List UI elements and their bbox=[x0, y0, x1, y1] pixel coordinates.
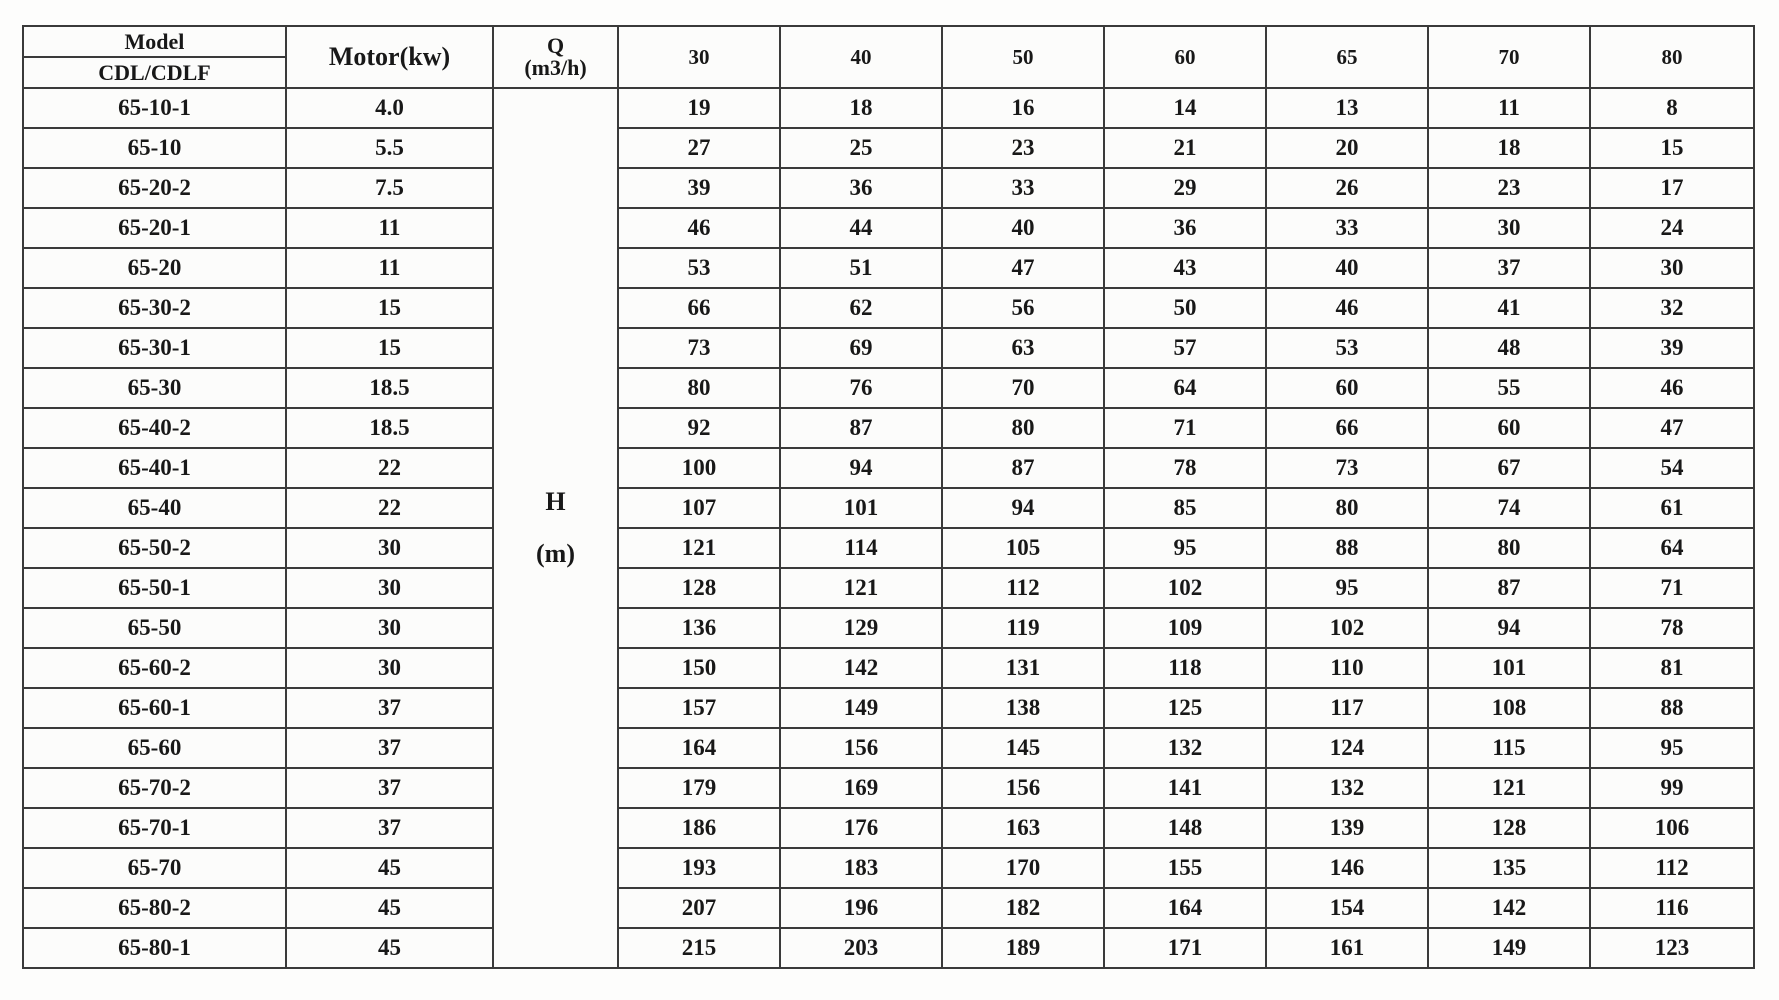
head-value-cell: 37 bbox=[1428, 248, 1590, 288]
head-value-cell: 73 bbox=[1266, 448, 1428, 488]
head-value-cell: 179 bbox=[618, 768, 780, 808]
head-value-cell: 100 bbox=[618, 448, 780, 488]
table-row bbox=[23, 208, 1754, 248]
head-value-cell: 101 bbox=[780, 488, 942, 528]
table-row bbox=[23, 848, 1754, 888]
head-value-cell: 186 bbox=[618, 808, 780, 848]
head-value-cell: 132 bbox=[1104, 728, 1266, 768]
table-row bbox=[23, 488, 1754, 528]
head-value-cell: 101 bbox=[1428, 648, 1590, 688]
head-value-cell: 139 bbox=[1266, 808, 1428, 848]
head-value-cell: 46 bbox=[1590, 368, 1754, 408]
head-value-cell: 142 bbox=[1428, 888, 1590, 928]
header-flow-40: 40 bbox=[780, 26, 942, 88]
model-cell: 65-40 bbox=[23, 488, 286, 528]
head-value-cell: 94 bbox=[942, 488, 1104, 528]
head-value-cell: 76 bbox=[780, 368, 942, 408]
head-value-cell: 95 bbox=[1266, 568, 1428, 608]
header-q-symbol: Q bbox=[546, 33, 565, 58]
model-cell: 65-20-2 bbox=[23, 168, 286, 208]
head-value-cell: 116 bbox=[1590, 888, 1754, 928]
head-value-cell: 36 bbox=[1104, 208, 1266, 248]
head-value-cell: 39 bbox=[618, 168, 780, 208]
head-value-cell: 149 bbox=[1428, 928, 1590, 968]
head-value-cell: 47 bbox=[1590, 408, 1754, 448]
table-row bbox=[23, 688, 1754, 728]
head-value-cell: 64 bbox=[1104, 368, 1266, 408]
motor-power-cell: 45 bbox=[286, 928, 493, 968]
head-value-cell: 193 bbox=[618, 848, 780, 888]
header-q-unit: (m3/h) bbox=[524, 55, 587, 80]
head-value-cell: 20 bbox=[1266, 128, 1428, 168]
head-value-cell: 131 bbox=[942, 648, 1104, 688]
head-value-cell: 80 bbox=[1428, 528, 1590, 568]
model-cell: 65-30-2 bbox=[23, 288, 286, 328]
motor-power-cell: 7.5 bbox=[286, 168, 493, 208]
head-value-cell: 154 bbox=[1266, 888, 1428, 928]
head-value-cell: 87 bbox=[780, 408, 942, 448]
head-value-cell: 87 bbox=[942, 448, 1104, 488]
table-row bbox=[23, 128, 1754, 168]
head-value-cell: 57 bbox=[1104, 328, 1266, 368]
head-value-cell: 109 bbox=[1104, 608, 1266, 648]
head-value-cell: 78 bbox=[1104, 448, 1266, 488]
motor-power-cell: 30 bbox=[286, 648, 493, 688]
table-row bbox=[23, 528, 1754, 568]
table-row bbox=[23, 568, 1754, 608]
header-row bbox=[23, 26, 1754, 88]
head-value-cell: 13 bbox=[1266, 88, 1428, 128]
head-value-cell: 128 bbox=[618, 568, 780, 608]
head-value-cell: 128 bbox=[1428, 808, 1590, 848]
head-value-cell: 110 bbox=[1266, 648, 1428, 688]
motor-power-cell: 30 bbox=[286, 608, 493, 648]
model-cell: 65-10-1 bbox=[23, 88, 286, 128]
head-value-cell: 67 bbox=[1428, 448, 1590, 488]
head-value-cell: 203 bbox=[780, 928, 942, 968]
head-value-cell: 15 bbox=[1590, 128, 1754, 168]
head-value-cell: 70 bbox=[942, 368, 1104, 408]
motor-power-cell: 30 bbox=[286, 568, 493, 608]
head-value-cell: 66 bbox=[1266, 408, 1428, 448]
motor-power-cell: 11 bbox=[286, 248, 493, 288]
table-row bbox=[23, 448, 1754, 488]
head-value-cell: 73 bbox=[618, 328, 780, 368]
table-row bbox=[23, 888, 1754, 928]
head-value-cell: 14 bbox=[1104, 88, 1266, 128]
motor-power-cell: 15 bbox=[286, 288, 493, 328]
header-model bbox=[23, 26, 286, 88]
head-value-cell: 117 bbox=[1266, 688, 1428, 728]
model-cell: 65-20 bbox=[23, 248, 286, 288]
head-value-cell: 33 bbox=[1266, 208, 1428, 248]
head-value-cell: 157 bbox=[618, 688, 780, 728]
model-cell: 65-50-2 bbox=[23, 528, 286, 568]
head-value-cell: 55 bbox=[1428, 368, 1590, 408]
head-value-cell: 114 bbox=[780, 528, 942, 568]
head-value-cell: 30 bbox=[1590, 248, 1754, 288]
model-cell: 65-30 bbox=[23, 368, 286, 408]
head-value-cell: 53 bbox=[1266, 328, 1428, 368]
head-value-cell: 118 bbox=[1104, 648, 1266, 688]
motor-power-cell: 37 bbox=[286, 768, 493, 808]
model-cell: 65-80-1 bbox=[23, 928, 286, 968]
table-row bbox=[23, 88, 1754, 128]
head-value-cell: 62 bbox=[780, 288, 942, 328]
head-value-cell: 112 bbox=[1590, 848, 1754, 888]
head-value-cell: 169 bbox=[780, 768, 942, 808]
head-value-cell: 47 bbox=[942, 248, 1104, 288]
head-value-cell: 124 bbox=[1266, 728, 1428, 768]
head-value-cell: 196 bbox=[780, 888, 942, 928]
header-model-line1: Model bbox=[24, 27, 285, 58]
header-flow-70: 70 bbox=[1428, 26, 1590, 88]
motor-power-cell: 18.5 bbox=[286, 368, 493, 408]
head-value-cell: 155 bbox=[1104, 848, 1266, 888]
head-value-cell: 115 bbox=[1428, 728, 1590, 768]
head-value-cell: 24 bbox=[1590, 208, 1754, 248]
head-value-cell: 78 bbox=[1590, 608, 1754, 648]
header-flow-30: 30 bbox=[618, 26, 780, 88]
head-value-cell: 80 bbox=[1266, 488, 1428, 528]
head-value-cell: 80 bbox=[942, 408, 1104, 448]
head-value-cell: 21 bbox=[1104, 128, 1266, 168]
head-value-cell: 182 bbox=[942, 888, 1104, 928]
table-row bbox=[23, 808, 1754, 848]
head-value-cell: 69 bbox=[780, 328, 942, 368]
table-row bbox=[23, 648, 1754, 688]
head-value-cell: 171 bbox=[1104, 928, 1266, 968]
head-value-cell: 64 bbox=[1590, 528, 1754, 568]
head-value-cell: 94 bbox=[1428, 608, 1590, 648]
head-value-cell: 27 bbox=[618, 128, 780, 168]
head-value-cell: 16 bbox=[942, 88, 1104, 128]
head-value-cell: 149 bbox=[780, 688, 942, 728]
head-value-cell: 108 bbox=[1428, 688, 1590, 728]
head-value-cell: 43 bbox=[1104, 248, 1266, 288]
head-value-cell: 51 bbox=[780, 248, 942, 288]
head-value-cell: 94 bbox=[780, 448, 942, 488]
head-value-cell: 156 bbox=[780, 728, 942, 768]
table-row bbox=[23, 408, 1754, 448]
head-value-cell: 80 bbox=[618, 368, 780, 408]
head-value-cell: 18 bbox=[780, 88, 942, 128]
head-value-cell: 11 bbox=[1428, 88, 1590, 128]
header-flow-50: 50 bbox=[942, 26, 1104, 88]
head-value-cell: 156 bbox=[942, 768, 1104, 808]
head-value-cell: 53 bbox=[618, 248, 780, 288]
head-value-cell: 106 bbox=[1590, 808, 1754, 848]
motor-power-cell: 22 bbox=[286, 488, 493, 528]
model-cell: 65-60 bbox=[23, 728, 286, 768]
header-model-line2: CDL/CDLF bbox=[98, 60, 211, 85]
head-value-cell: 119 bbox=[942, 608, 1104, 648]
head-value-cell: 163 bbox=[942, 808, 1104, 848]
head-value-cell: 138 bbox=[942, 688, 1104, 728]
motor-power-cell: 45 bbox=[286, 888, 493, 928]
header-flow-60: 60 bbox=[1104, 26, 1266, 88]
motor-power-cell: 11 bbox=[286, 208, 493, 248]
head-value-cell: 176 bbox=[780, 808, 942, 848]
head-value-cell: 121 bbox=[780, 568, 942, 608]
head-value-cell: 40 bbox=[1266, 248, 1428, 288]
head-value-cell: 17 bbox=[1590, 168, 1754, 208]
head-value-cell: 129 bbox=[780, 608, 942, 648]
model-cell: 65-70 bbox=[23, 848, 286, 888]
motor-power-cell: 37 bbox=[286, 688, 493, 728]
model-cell: 65-40-2 bbox=[23, 408, 286, 448]
head-value-cell: 189 bbox=[942, 928, 1104, 968]
model-cell: 65-70-2 bbox=[23, 768, 286, 808]
head-symbol: H bbox=[545, 487, 566, 516]
head-unit: (m) bbox=[536, 539, 575, 568]
head-value-cell: 150 bbox=[618, 648, 780, 688]
motor-power-cell: 18.5 bbox=[286, 408, 493, 448]
pump-spec-table bbox=[22, 25, 1755, 969]
head-value-cell: 102 bbox=[1104, 568, 1266, 608]
model-cell: 65-80-2 bbox=[23, 888, 286, 928]
head-value-cell: 215 bbox=[618, 928, 780, 968]
head-value-cell: 61 bbox=[1590, 488, 1754, 528]
head-value-cell: 25 bbox=[780, 128, 942, 168]
head-value-cell: 99 bbox=[1590, 768, 1754, 808]
head-value-cell: 164 bbox=[1104, 888, 1266, 928]
head-value-cell: 183 bbox=[780, 848, 942, 888]
head-value-cell: 95 bbox=[1590, 728, 1754, 768]
head-value-cell: 19 bbox=[618, 88, 780, 128]
head-value-cell: 60 bbox=[1266, 368, 1428, 408]
head-value-cell: 60 bbox=[1428, 408, 1590, 448]
model-cell: 65-60-2 bbox=[23, 648, 286, 688]
head-value-cell: 142 bbox=[780, 648, 942, 688]
table-row bbox=[23, 288, 1754, 328]
head-value-cell: 125 bbox=[1104, 688, 1266, 728]
head-value-cell: 85 bbox=[1104, 488, 1266, 528]
head-value-cell: 112 bbox=[942, 568, 1104, 608]
head-value-cell: 18 bbox=[1428, 128, 1590, 168]
head-value-cell: 33 bbox=[942, 168, 1104, 208]
head-value-cell: 170 bbox=[942, 848, 1104, 888]
head-value-cell: 26 bbox=[1266, 168, 1428, 208]
head-value-cell: 44 bbox=[780, 208, 942, 248]
head-value-cell: 105 bbox=[942, 528, 1104, 568]
head-value-cell: 136 bbox=[618, 608, 780, 648]
head-value-cell: 40 bbox=[942, 208, 1104, 248]
model-cell: 65-70-1 bbox=[23, 808, 286, 848]
model-cell: 65-60-1 bbox=[23, 688, 286, 728]
table-row bbox=[23, 728, 1754, 768]
head-value-cell: 48 bbox=[1428, 328, 1590, 368]
head-value-cell: 135 bbox=[1428, 848, 1590, 888]
head-value-cell: 102 bbox=[1266, 608, 1428, 648]
header-flow-unit bbox=[493, 26, 618, 88]
head-value-cell: 132 bbox=[1266, 768, 1428, 808]
head-value-cell: 30 bbox=[1428, 208, 1590, 248]
motor-power-cell: 37 bbox=[286, 728, 493, 768]
head-value-cell: 29 bbox=[1104, 168, 1266, 208]
head-value-cell: 88 bbox=[1590, 688, 1754, 728]
head-value-cell: 66 bbox=[618, 288, 780, 328]
header-flow-80: 80 bbox=[1590, 26, 1754, 88]
head-value-cell: 123 bbox=[1590, 928, 1754, 968]
head-value-cell: 95 bbox=[1104, 528, 1266, 568]
head-value-cell: 121 bbox=[1428, 768, 1590, 808]
head-value-cell: 74 bbox=[1428, 488, 1590, 528]
table-row bbox=[23, 608, 1754, 648]
motor-power-cell: 15 bbox=[286, 328, 493, 368]
head-value-cell: 23 bbox=[1428, 168, 1590, 208]
head-value-cell: 23 bbox=[942, 128, 1104, 168]
motor-power-cell: 30 bbox=[286, 528, 493, 568]
motor-power-cell: 37 bbox=[286, 808, 493, 848]
head-value-cell: 146 bbox=[1266, 848, 1428, 888]
table-row bbox=[23, 168, 1754, 208]
head-value-cell: 8 bbox=[1590, 88, 1754, 128]
head-value-cell: 32 bbox=[1590, 288, 1754, 328]
head-value-cell: 50 bbox=[1104, 288, 1266, 328]
head-value-cell: 161 bbox=[1266, 928, 1428, 968]
head-value-cell: 36 bbox=[780, 168, 942, 208]
model-cell: 65-20-1 bbox=[23, 208, 286, 248]
model-cell: 65-50 bbox=[23, 608, 286, 648]
head-value-cell: 71 bbox=[1104, 408, 1266, 448]
model-cell: 65-40-1 bbox=[23, 448, 286, 488]
head-value-cell: 39 bbox=[1590, 328, 1754, 368]
motor-power-cell: 4.0 bbox=[286, 88, 493, 128]
model-cell: 65-10 bbox=[23, 128, 286, 168]
head-value-cell: 56 bbox=[942, 288, 1104, 328]
head-value-cell: 63 bbox=[942, 328, 1104, 368]
head-value-cell: 145 bbox=[942, 728, 1104, 768]
table-row bbox=[23, 248, 1754, 288]
header-motor: Motor(kw) bbox=[286, 26, 493, 88]
head-value-cell: 92 bbox=[618, 408, 780, 448]
head-value-cell: 87 bbox=[1428, 568, 1590, 608]
table-row bbox=[23, 928, 1754, 968]
head-value-cell: 41 bbox=[1428, 288, 1590, 328]
table-row bbox=[23, 328, 1754, 368]
head-value-cell: 71 bbox=[1590, 568, 1754, 608]
model-cell: 65-30-1 bbox=[23, 328, 286, 368]
head-value-cell: 121 bbox=[618, 528, 780, 568]
head-value-cell: 164 bbox=[618, 728, 780, 768]
head-value-cell: 54 bbox=[1590, 448, 1754, 488]
motor-power-cell: 5.5 bbox=[286, 128, 493, 168]
head-value-cell: 107 bbox=[618, 488, 780, 528]
head-value-cell: 141 bbox=[1104, 768, 1266, 808]
head-value-cell: 81 bbox=[1590, 648, 1754, 688]
head-value-cell: 148 bbox=[1104, 808, 1266, 848]
motor-power-cell: 22 bbox=[286, 448, 493, 488]
head-unit-cell bbox=[493, 88, 618, 968]
head-value-cell: 207 bbox=[618, 888, 780, 928]
head-value-cell: 46 bbox=[1266, 288, 1428, 328]
table-row bbox=[23, 768, 1754, 808]
table-row bbox=[23, 368, 1754, 408]
model-cell: 65-50-1 bbox=[23, 568, 286, 608]
head-value-cell: 88 bbox=[1266, 528, 1428, 568]
head-value-cell: 46 bbox=[618, 208, 780, 248]
motor-power-cell: 45 bbox=[286, 848, 493, 888]
header-flow-65: 65 bbox=[1266, 26, 1428, 88]
